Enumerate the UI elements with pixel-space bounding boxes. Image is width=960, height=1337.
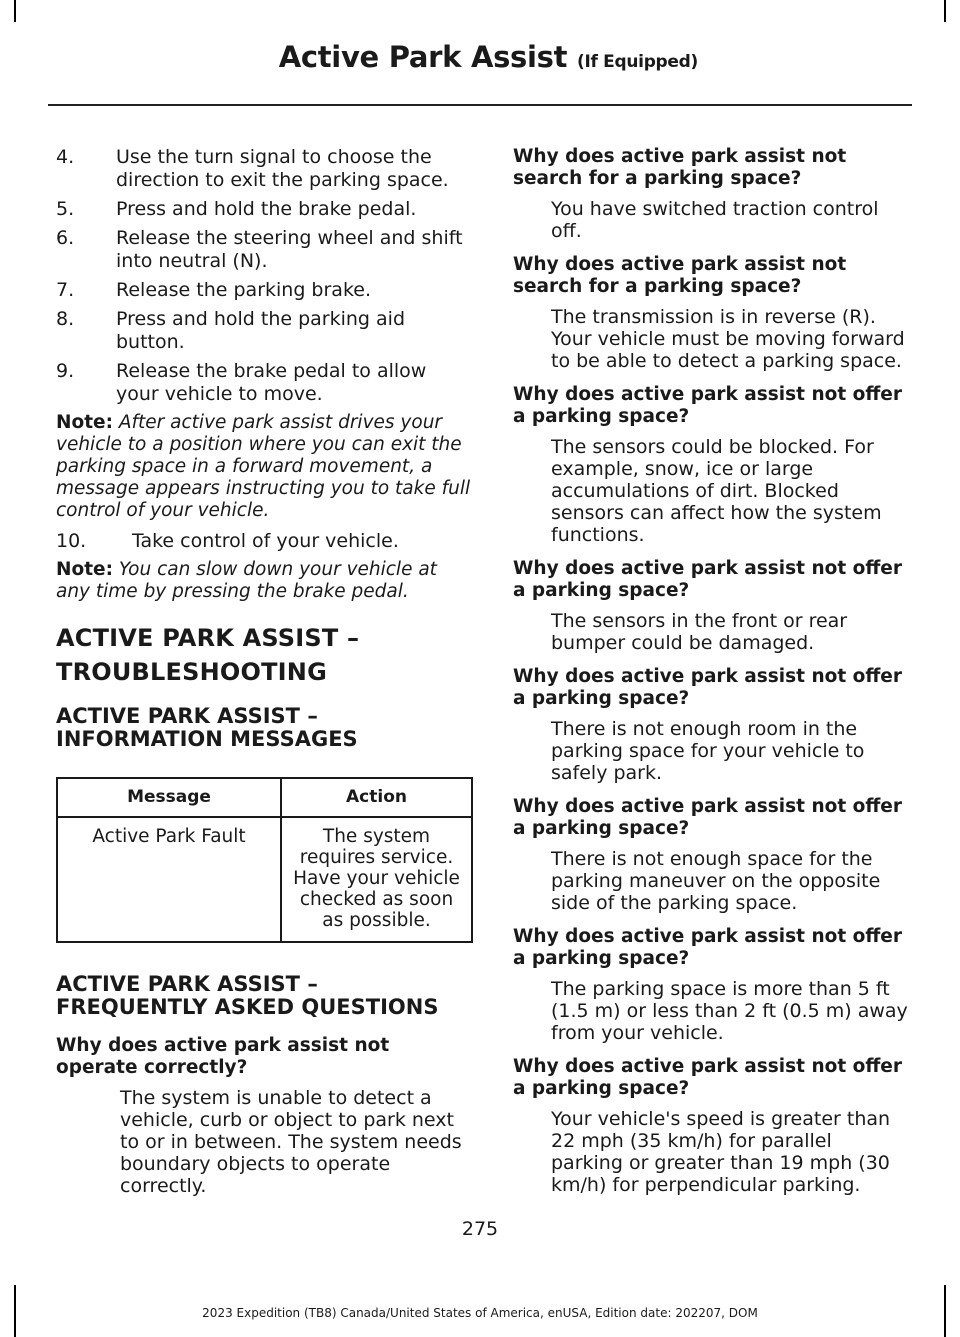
faq-question: Why does active park assist not offer a parking space? [513, 1056, 902, 1099]
faq-item [513, 796, 909, 914]
step-number: 7. [56, 279, 75, 301]
table-cell-action: The system requires service. Have your vehicle checked as soon as possible. [281, 817, 472, 942]
step-item [56, 530, 474, 553]
page-header [279, 40, 698, 74]
crop-mark-top-left [14, 0, 16, 22]
step-text: Press and hold the parking aid button. [116, 308, 406, 353]
faq-item [513, 146, 909, 242]
crop-mark-top-right [944, 0, 946, 22]
step-number: 4. [56, 146, 75, 168]
section-title-line: TROUBLESHOOTING [56, 658, 327, 686]
step-number: 10. [56, 530, 87, 552]
faq-question: Why does active park assist not search for a parking space? [513, 254, 847, 297]
step-text: Release the parking brake. [116, 279, 372, 301]
table-header-row [57, 778, 472, 817]
step-text: Press and hold the brake pedal. [116, 198, 417, 220]
info-messages-table [56, 777, 473, 943]
right-column [513, 146, 909, 1208]
step-item [56, 227, 474, 273]
faq-answer: The system is unable to detect a vehicle, curb or object to park next to or in between. The system needs boundary objects to operate correctly. [120, 1087, 462, 1197]
faq-answer: The transmission is in reverse (R). Your vehicle must be moving forward to be able to detect a parking space. [551, 306, 905, 372]
step-number: 6. [56, 227, 75, 249]
faq-question: Why does active park assist not offer a parking space? [513, 796, 902, 839]
faq-answer: There is not enough space for the parking maneuver on the opposite side of the parking space. [551, 848, 881, 914]
faq-item [513, 558, 909, 654]
faq-answer: You have switched traction control off. [551, 198, 879, 242]
step-list [56, 146, 474, 406]
header-rule [48, 104, 912, 106]
page-number: 275 [461, 1218, 499, 1240]
faq-question: Why does active park assist not search for a parking space? [513, 146, 847, 189]
header-subtitle: (If Equipped) [576, 52, 698, 72]
faq-answer: The sensors could be blocked. For example, snow, ice or large accumulations of dirt. Blocked sensors can affect how the system functions. [551, 436, 882, 546]
note-label: Note: [56, 412, 113, 433]
step-item [56, 146, 474, 192]
step-item [56, 360, 474, 406]
faq-answer: The parking space is more than 5 ft (1.5 m) or less than 2 ft (0.5 m) away from your vehicle. [551, 978, 908, 1044]
note [56, 412, 474, 522]
step-number: 9. [56, 360, 75, 382]
table-row [57, 817, 472, 942]
faq-answer: There is not enough room in the parking space for your vehicle to safely park. [551, 718, 865, 784]
note-label: Note: [56, 559, 113, 580]
step-text: Use the turn signal to choose the direction to exit the parking space. [116, 146, 449, 191]
faq-item [513, 926, 909, 1044]
faq-item [513, 1056, 909, 1196]
faq-question: Why does active park assist not operate correctly? [56, 1035, 390, 1078]
faq-title: ACTIVE PARK ASSIST – FREQUENTLY ASKED QUESTIONS [56, 972, 439, 1019]
header-title: Active Park Assist [278, 40, 568, 74]
faq-answer: The sensors in the front or rear bumper could be damaged. [551, 610, 848, 654]
info-messages-title: ACTIVE PARK ASSIST – INFORMATION MESSAGES [56, 704, 358, 751]
faq-item [513, 384, 909, 546]
note-text: After active park assist drives your vehicle to a position where you can exit the parking space in a forward movement, a message appears instructing you to take full control of your vehicle. [56, 412, 471, 521]
faq-item [56, 1035, 474, 1197]
section-title-line: ACTIVE PARK ASSIST – [56, 624, 360, 652]
step-text: Take control of your vehicle. [132, 530, 399, 552]
faq-question: Why does active park assist not offer a parking space? [513, 666, 902, 709]
step-item [56, 308, 474, 354]
step-item [56, 279, 474, 302]
faq-answer: Your vehicle's speed is greater than 22 mph (35 km/h) for parallel parking or greater than 19 mph (30 km/h) for perpendicular parking. [551, 1108, 891, 1196]
section-title [56, 621, 474, 689]
faq-item [513, 254, 909, 372]
faq-question: Why does active park assist not offer a parking space? [513, 384, 902, 427]
step-text: Release the steering wheel and shift into neutral (N). [116, 227, 463, 272]
table-header-message: Message [57, 778, 281, 817]
footer-edition: 2023 Expedition (TB8) Canada/United States of America, enUSA, Edition date: 202207, DOM [202, 1306, 758, 1320]
faq-question: Why does active park assist not offer a parking space? [513, 926, 902, 969]
left-column [56, 146, 474, 1209]
table-cell-message: Active Park Fault [57, 817, 281, 942]
note [56, 559, 474, 603]
step-number: 5. [56, 198, 75, 220]
table-header-action: Action [281, 778, 472, 817]
faq-item [513, 666, 909, 784]
step-number: 8. [56, 308, 75, 330]
step-item [56, 198, 474, 221]
step-text: Release the brake pedal to allow your vehicle to move. [116, 360, 427, 405]
faq-question: Why does active park assist not offer a parking space? [513, 558, 902, 601]
note-text: You can slow down your vehicle at any time by pressing the brake pedal. [56, 559, 437, 602]
